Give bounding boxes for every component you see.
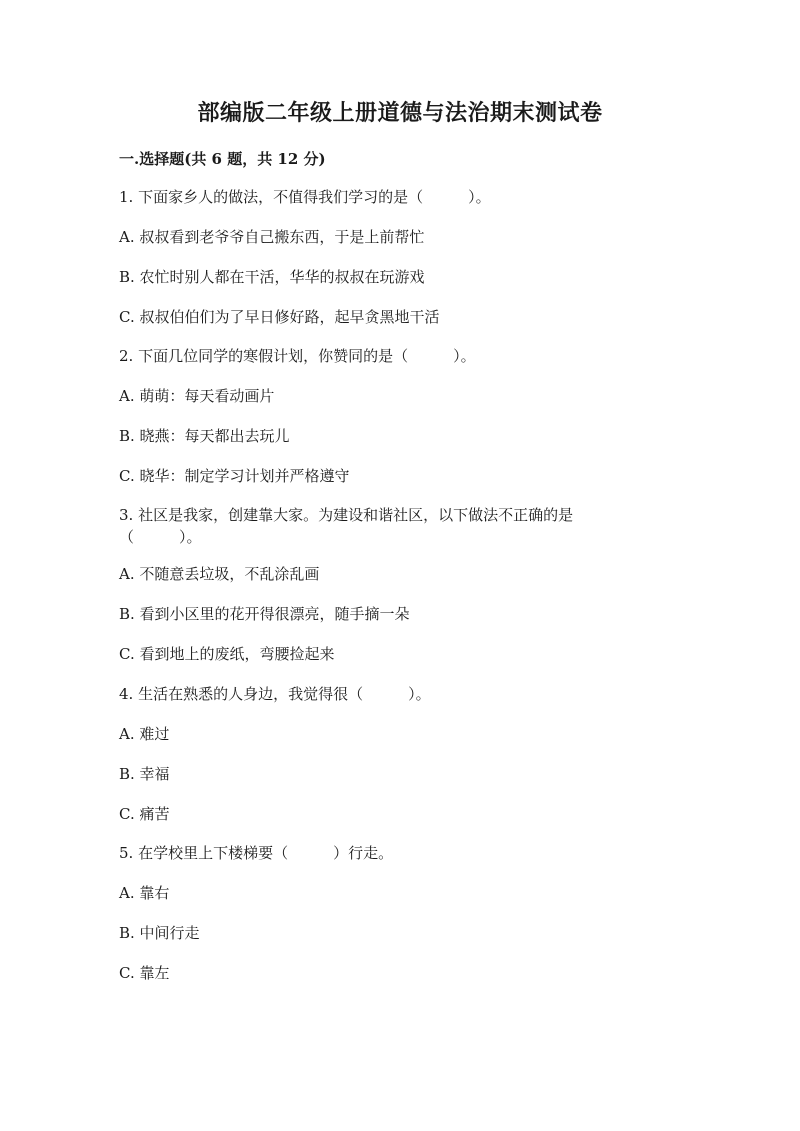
question-5-stem: 5. 在学校里上下楼梯要（ ）行走。: [119, 844, 394, 862]
question-2-option-c: C. 晓华：制定学习计划并严格遵守: [119, 467, 350, 485]
section-heading: 一.选择题(共 6 题，共 12 分): [119, 150, 326, 168]
question-1-option-a: A. 叔叔看到老爷爷自己搬东西，于是上前帮忙: [119, 228, 425, 246]
question-2-option-a: A. 萌萌：每天看动画片: [119, 387, 275, 405]
question-1-stem: 1. 下面家乡人的做法，不值得我们学习的是（ ）。: [119, 188, 491, 206]
question-1-option-c: C. 叔叔伯伯们为了早日修好路，起早贪黑地干活: [119, 308, 440, 326]
question-3-option-c: C. 看到地上的废纸，弯腰捡起来: [119, 645, 335, 663]
page-title: 部编版二年级上册道德与法治期末测试卷: [197, 100, 603, 126]
question-4-option-c: C. 痛苦: [119, 805, 170, 823]
question-3-option-b: B. 看到小区里的花开得很漂亮，随手摘一朵: [119, 605, 410, 623]
question-2-stem: 2. 下面几位同学的寒假计划，你赞同的是（ ）。: [119, 347, 476, 365]
question-4-option-a: A. 难过: [119, 725, 170, 743]
question-3-stem: 3. 社区是我家，创建靠大家。为建设和谐社区，以下做法不正确的是（ ）。: [119, 506, 574, 546]
question-2-option-b: B. 晓燕：每天都出去玩儿: [119, 427, 290, 445]
question-3-option-a: A. 不随意丢垃圾，不乱涂乱画: [119, 565, 320, 583]
question-4-option-b: B. 幸福: [119, 765, 170, 783]
question-1-option-b: B. 农忙时别人都在干活，华华的叔叔在玩游戏: [119, 268, 425, 286]
question-4-stem: 4. 生活在熟悉的人身边，我觉得很（ ）。: [119, 685, 431, 703]
question-5-option-c: C. 靠左: [119, 964, 170, 982]
question-5-option-b: B. 中间行走: [119, 924, 200, 942]
question-5-option-a: A. 靠右: [119, 884, 170, 902]
